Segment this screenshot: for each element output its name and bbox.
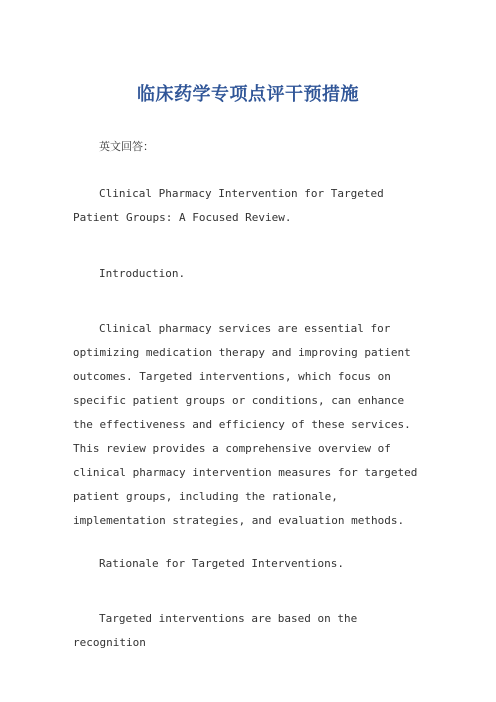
section-label-english-answer: [73, 135, 428, 159]
paragraph: Clinical Pharmacy Intervention for Targeted Patient Groups: A Focused Review.: [73, 187, 384, 224]
english-answer-label: 英文回答：: [99, 140, 154, 153]
paragraph: Targeted interventions are based on the recognition: [73, 612, 358, 649]
paragraph-introduction-body: [73, 317, 428, 533]
paragraph-rationale-body: [73, 607, 428, 655]
paragraph-title: [73, 182, 428, 230]
paragraph: Rationale for Targeted Interventions.: [99, 557, 345, 570]
paragraph-rationale-heading: [73, 552, 428, 576]
paragraph: Introduction.: [99, 267, 186, 280]
paragraph-introduction-heading: [73, 262, 428, 286]
paragraph: Clinical pharmacy services are essential for optimizing medication therapy and improving patient outcomes. Targeted interventions, which focus on specific patient groups or conditions, can enhance the effectiveness and efficiency of these services. This review provides a comprehensive overview of clinical pharmacy intervention measures for targeted patient groups, including the rationale, implementation strategies, and evaluation methods.: [73, 322, 418, 527]
document-title: 临床药学专项点评干预措施: [137, 84, 359, 105]
